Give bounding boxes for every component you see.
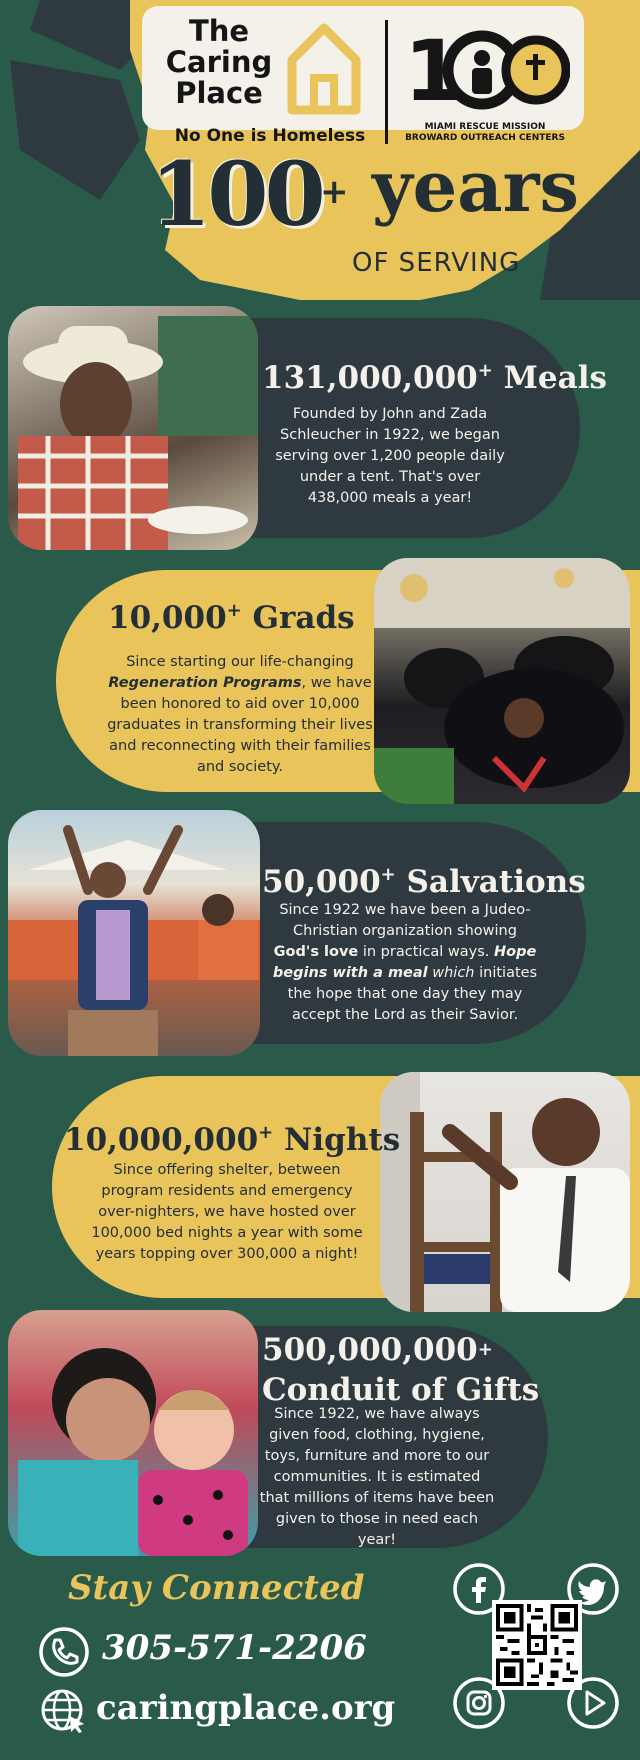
stat-salvations-number: 50,000 bbox=[262, 864, 381, 900]
logo-line-2: Caring bbox=[165, 45, 273, 79]
stat-salvations-body-pre: Since 1922 we have been a Judeo-Christian organization showing bbox=[279, 902, 531, 939]
stat-salvations-body-italic: which bbox=[427, 965, 475, 981]
gifts-photo bbox=[8, 1310, 258, 1556]
logo-line-1: The bbox=[188, 14, 250, 48]
logo-divider bbox=[385, 20, 388, 144]
headline-sub: OF SERVING bbox=[352, 248, 521, 278]
headline-number: 100 bbox=[150, 142, 322, 246]
badge-100-one: 1 bbox=[404, 22, 463, 114]
salvations-photo-illustration bbox=[8, 810, 260, 1056]
stat-grads-number: 10,000 bbox=[108, 600, 227, 636]
grads-photo bbox=[374, 558, 630, 804]
stat-meals-number: 131,000,000 bbox=[262, 360, 478, 396]
stat-meals-body: Founded by John and Zada Schleucher in 1922, we began serving over 1,200 people daily under a tent. That's over 438,000 meals a year! bbox=[275, 406, 505, 506]
phone-link[interactable]: 305-571-2206 bbox=[102, 1628, 367, 1668]
stat-gifts-body: Since 1922, we have always given food, clothing, hygiene, toys, furniture and more to our communities. It is estimated that millions of items have been given to those in need each year! bbox=[259, 1406, 495, 1548]
stat-meals-plus: + bbox=[477, 360, 493, 381]
nights-photo-illustration bbox=[380, 1072, 630, 1312]
stat-salvations-body-em: Hope begins with a meal bbox=[272, 944, 537, 981]
mission-text bbox=[396, 122, 574, 144]
gifts-photo-illustration bbox=[8, 1310, 258, 1556]
qr-code[interactable] bbox=[492, 1600, 582, 1690]
badge-100-logo bbox=[400, 18, 570, 114]
stat-nights-plus: + bbox=[258, 1122, 274, 1143]
stat-grads-body bbox=[104, 652, 376, 778]
phone-icon bbox=[38, 1626, 90, 1678]
stat-grads-title bbox=[108, 600, 355, 636]
stat-nights-body: Since offering shelter, between program residents and emergency over-nighters, we have hosted over 100,000 bed nights a year with some years topping over 300,000 a night! bbox=[91, 1162, 363, 1262]
nights-photo bbox=[380, 1072, 630, 1312]
stat-grads-body-pre: Since starting our life-changing bbox=[126, 654, 354, 670]
stat-salvations-body bbox=[270, 900, 540, 1026]
globe-icon bbox=[40, 1686, 88, 1734]
salvations-photo bbox=[8, 810, 260, 1056]
mission-line-1: MIAMI RESCUE MISSION bbox=[424, 122, 546, 132]
meals-photo bbox=[8, 306, 258, 550]
stat-grads-plus: + bbox=[226, 600, 242, 621]
logo-line-3: Place bbox=[175, 76, 263, 110]
stat-meals-label: Meals bbox=[503, 360, 607, 396]
stat-salvations-body-post: initiates the hope that one day they may accept the Lord as their Savior. bbox=[287, 965, 538, 1023]
house-logo-icon bbox=[282, 20, 366, 118]
qr-code-pattern bbox=[496, 1604, 578, 1686]
stat-salvations-title bbox=[262, 864, 586, 900]
logo-tagline: No One is Homeless bbox=[174, 126, 366, 146]
stat-meals-title bbox=[262, 360, 607, 396]
stat-nights-title bbox=[64, 1122, 400, 1158]
stat-salvations-body-mid: in practical ways. bbox=[358, 944, 495, 960]
stat-grads-body-post: , we have been honored to aid over 10,000 graduates in transforming their lives and reconnecting with their families and society. bbox=[107, 675, 373, 775]
stat-salvations-label: Salvations bbox=[406, 864, 586, 900]
grads-photo-illustration bbox=[374, 558, 630, 804]
stay-connected-heading: Stay Connected bbox=[68, 1568, 365, 1608]
stat-gifts-plus: + bbox=[477, 1339, 493, 1360]
stat-grads-body-em: Regeneration Programs bbox=[108, 675, 302, 691]
mission-line-2: BROWARD OUTREACH CENTERS bbox=[405, 133, 565, 143]
stat-gifts-label: Conduit of Gifts bbox=[262, 1372, 540, 1408]
stat-grads-label: Grads bbox=[252, 600, 355, 636]
logo-title bbox=[150, 16, 288, 109]
headline-word: years bbox=[372, 145, 579, 228]
stat-gifts-title bbox=[262, 1330, 539, 1410]
stat-gifts-number: 500,000,000 bbox=[262, 1332, 478, 1368]
stat-salvations-body-bold: God's love bbox=[273, 944, 359, 960]
stat-nights-label: Nights bbox=[284, 1122, 401, 1158]
meals-photo-illustration bbox=[8, 306, 258, 550]
stat-salvations-plus: + bbox=[380, 864, 396, 885]
website-link[interactable]: caringplace.org bbox=[96, 1688, 396, 1728]
headline-plus: + bbox=[320, 172, 349, 212]
stat-nights-number: 10,000,000 bbox=[64, 1122, 259, 1158]
